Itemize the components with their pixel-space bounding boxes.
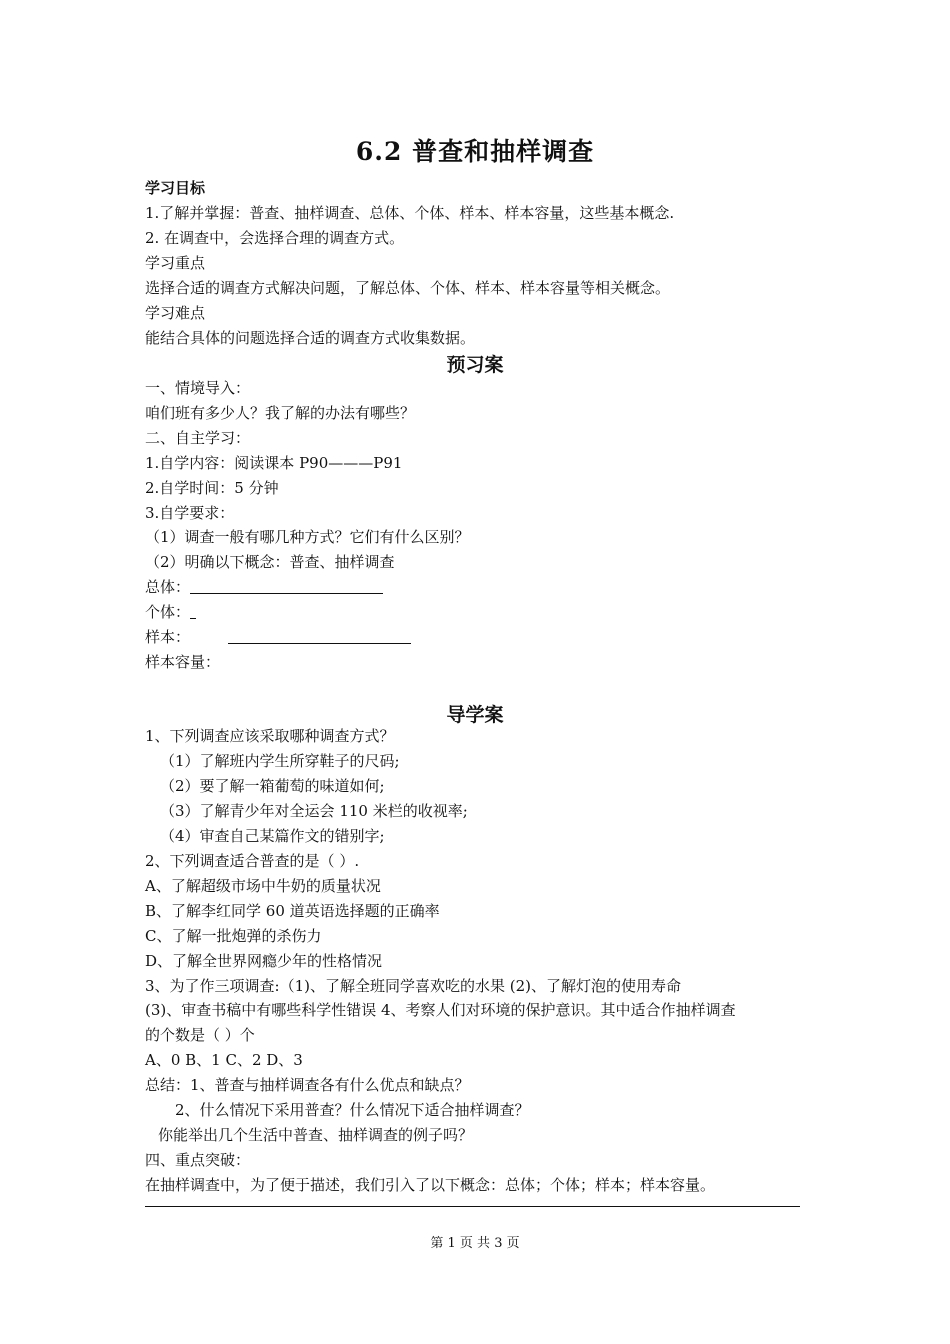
question-1-item: （2）要了解一箱葡萄的味道如何; xyxy=(160,777,385,795)
question-2-option: A、了解超级市场中牛奶的质量状况 xyxy=(145,877,381,895)
breakthrough-heading: 四、重点突破： xyxy=(145,1151,251,1169)
intro-heading: 一、情境导入： xyxy=(145,379,251,397)
individual-label: 个体： xyxy=(145,603,191,621)
key-points-text: 选择合适的调查方式解决问题，了解总体、个体、样本、样本容量等相关概念。 xyxy=(145,279,671,297)
question-2-option: B、了解李红同学 60 道英语选择题的正确率 xyxy=(145,902,440,920)
page-footer: 第 1 页 共 3 页 xyxy=(430,1236,520,1251)
preview-heading: 预习案 xyxy=(446,354,504,376)
objective-item: 2. 在调查中，会选择合理的调查方式。 xyxy=(145,229,405,247)
summary-2: 2、什么情况下采用普查？什么情况下适合抽样调查？ xyxy=(175,1101,530,1119)
question-3-line: 3、为了作三项调查:（1)、了解全班同学喜欢吃的水果 (2)、了解灯泡的使用寿命 xyxy=(145,977,682,995)
objectives-heading: 学习目标 xyxy=(145,179,206,197)
page-title: 6.2 普查和抽样调查 xyxy=(355,137,595,166)
question-2-option: C、了解一批炮弹的杀伤力 xyxy=(145,927,322,945)
question-1: 1、下列调查应该采取哪种调查方式？ xyxy=(145,727,395,745)
question-1-item: （3）了解青少年对全运会 110 米栏的收视率; xyxy=(160,802,468,820)
sample-size-label: 样本容量： xyxy=(145,653,221,671)
sample-blank[interactable] xyxy=(228,628,411,644)
question-2: 2、下列调查适合普查的是（ ）. xyxy=(145,852,360,870)
question-1-item: （1）了解班内学生所穿鞋子的尺码; xyxy=(160,752,400,770)
sample-label: 样本： xyxy=(145,628,191,646)
self-study-req-1: （1）调查一般有哪几种方式？它们有什么区别？ xyxy=(145,528,470,546)
difficulties-text: 能结合具体的问题选择合适的调查方式收集数据。 xyxy=(145,329,476,347)
objective-item: 1.了解并掌握：普查、抽样调查、总体、个体、样本、样本容量，这些基本概念. xyxy=(145,204,675,222)
sample-row xyxy=(145,627,411,647)
individual-blank[interactable] xyxy=(190,603,196,619)
intro-text: 咱们班有多少人？我了解的办法有哪些？ xyxy=(145,404,416,422)
self-study-content: 1.自学内容：阅读课本 P90———P91 xyxy=(145,454,403,472)
total-row xyxy=(145,577,383,597)
question-3-options: A、0 B、1 C、2 D、3 xyxy=(145,1051,303,1069)
total-label: 总体： xyxy=(145,578,191,596)
key-points-heading: 学习重点 xyxy=(145,254,206,272)
question-2-option: D、了解全世界网瘾少年的性格情况 xyxy=(145,952,383,970)
footer-divider xyxy=(145,1206,800,1207)
question-3-line: (3)、审查书稿中有哪些科学性错误 4、考察人们对环境的保护意识。其中适合作抽样调查 xyxy=(145,1001,736,1019)
guide-heading: 导学案 xyxy=(446,704,504,726)
total-blank[interactable] xyxy=(190,578,383,594)
self-study-req-heading: 3.自学要求： xyxy=(145,504,235,522)
breakthrough-text: 在抽样调查中，为了便于描述，我们引入了以下概念：总体；个体；样本；样本容量。 xyxy=(145,1176,716,1194)
individual-row xyxy=(145,602,196,622)
summary-1: 总结：1、普查与抽样调查各有什么优点和缺点？ xyxy=(145,1076,470,1094)
question-1-item: （4）审查自己某篇作文的错别字; xyxy=(160,827,385,845)
self-study-time: 2.自学时间：5 分钟 xyxy=(145,479,279,497)
question-3-line: 的个数是（ ）个 xyxy=(145,1026,255,1044)
self-study-heading: 二、自主学习： xyxy=(145,429,251,447)
self-study-req-2: （2）明确以下概念：普查、抽样调查 xyxy=(145,553,395,571)
difficulties-heading: 学习难点 xyxy=(145,304,206,322)
summary-3: 你能举出几个生活中普查、抽样调查的例子吗？ xyxy=(158,1126,474,1144)
